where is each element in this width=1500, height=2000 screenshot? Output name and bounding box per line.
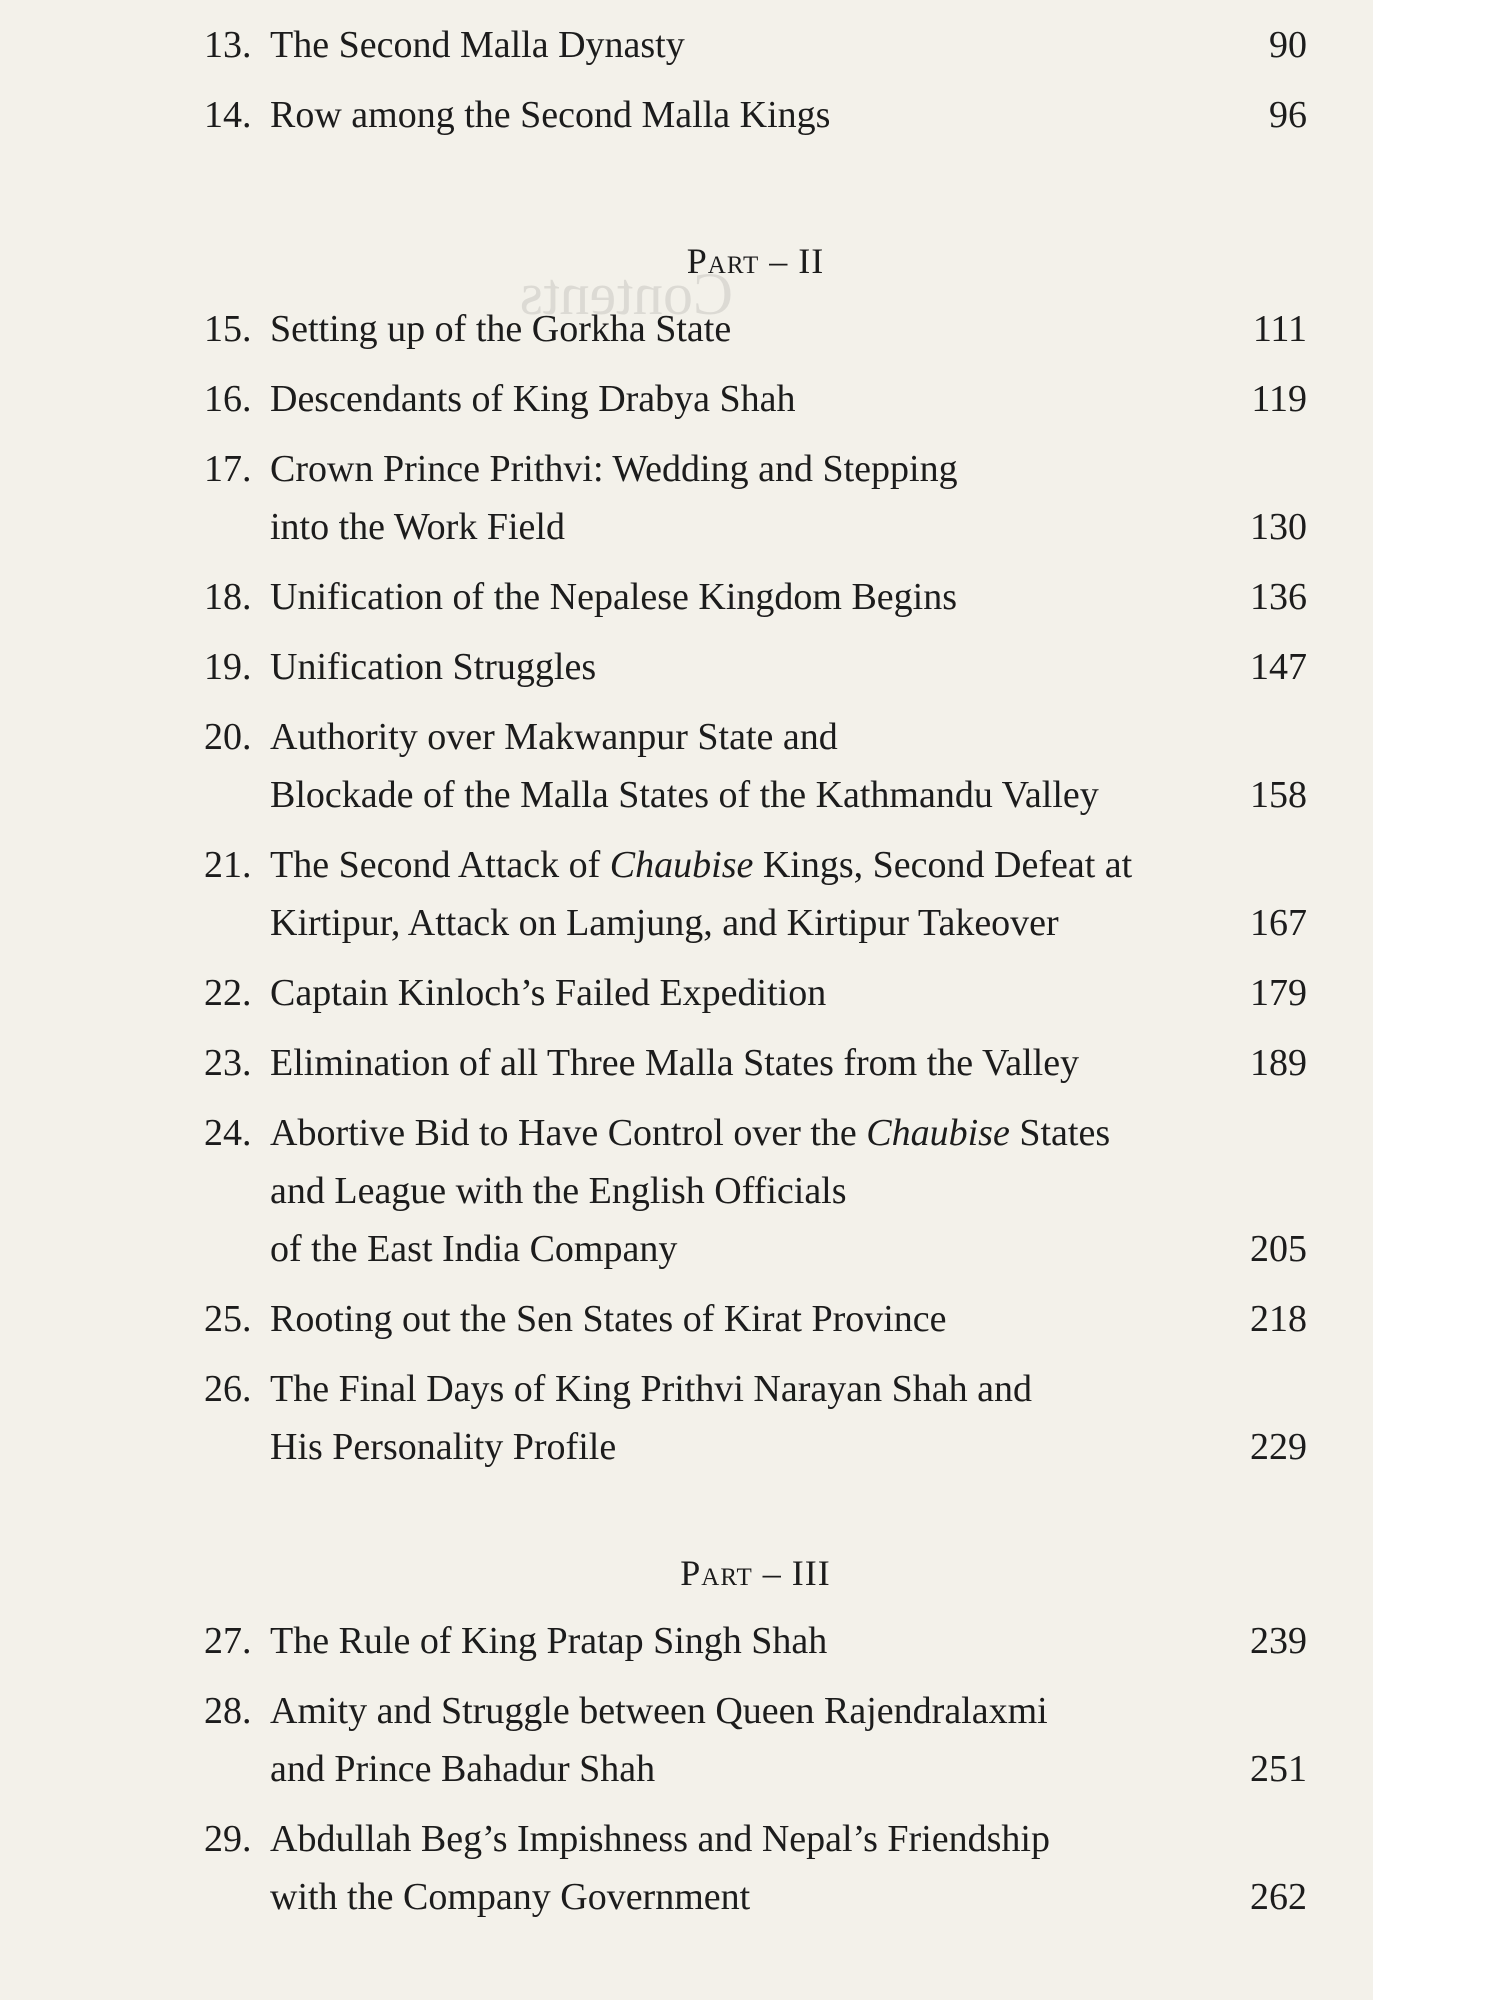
italic-term: Chaubise [866, 1112, 1010, 1154]
entry-title-line-2: Kirtipur, Attack on Lamjung, and Kirtipur Takeover [270, 902, 1059, 944]
entry-page: 205 [1250, 1228, 1307, 1270]
entry-title-line-2: into the Work Field [270, 506, 565, 548]
entry-number: 21. [204, 844, 252, 886]
toc-entry-18[interactable] [204, 568, 1307, 626]
entry-page: 179 [1250, 972, 1307, 1014]
entry-title: Unification of the Nepalese Kingdom Begins [270, 576, 958, 618]
entry-title-line-2: with the Company Government [270, 1876, 751, 1918]
toc-entry-15[interactable] [204, 300, 1307, 358]
toc-entry-23[interactable] [204, 1034, 1307, 1092]
entry-title: Elimination of all Three Malla States from the Valley [270, 1042, 1080, 1084]
entry-number: 22. [204, 972, 252, 1014]
entry-number: 19. [204, 646, 252, 688]
toc-entry-27[interactable] [204, 1612, 1307, 1670]
toc-entry-22[interactable] [204, 964, 1307, 1022]
entry-number: 23. [204, 1042, 252, 1084]
entry-number: 25. [204, 1298, 252, 1340]
entry-page: 167 [1250, 902, 1307, 944]
entry-page: 158 [1250, 774, 1307, 816]
entry-number: 16. [204, 378, 252, 420]
toc-entry-21[interactable] [204, 836, 1307, 952]
entry-number: 18. [204, 576, 252, 618]
entry-number: 29. [204, 1818, 252, 1860]
entry-title-line-3: of the East India Company [270, 1228, 678, 1270]
entry-page: 147 [1250, 646, 1307, 688]
entry-title-line-1: The Final Days of King Prithvi Narayan Shah and [270, 1368, 1032, 1410]
entry-title-line-1: Abdullah Beg’s Impishness and Nepal’s Friendship [270, 1818, 1050, 1860]
entry-number: 24. [204, 1112, 252, 1154]
entry-number: 28. [204, 1690, 252, 1732]
part-heading-2: Part – II [686, 241, 825, 281]
entry-number: 14. [204, 94, 252, 136]
entry-title-line-1: Amity and Struggle between Queen Rajendralaxmi [270, 1690, 1048, 1732]
entry-page: 119 [1251, 378, 1307, 420]
entry-title-line-1: The Second Attack of Chaubise Kings, Second Defeat at [270, 844, 1133, 886]
entry-number: 15. [204, 308, 252, 350]
entry-page: 189 [1250, 1042, 1307, 1084]
entry-page: 229 [1250, 1426, 1307, 1468]
entry-title-line-1: Crown Prince Prithvi: Wedding and Stepping [270, 448, 958, 490]
toc-entry-26[interactable] [204, 1360, 1307, 1476]
entry-title-line-1: Authority over Makwanpur State and [270, 716, 838, 758]
toc-entry-16[interactable] [204, 370, 1307, 428]
entry-title-line-2: Blockade of the Malla States of the Kathmandu Valley [270, 774, 1099, 816]
bleed-through-shadow: Contents [519, 261, 733, 327]
entry-title: Unification Struggles [270, 646, 597, 688]
entry-number: 26. [204, 1368, 252, 1410]
toc-entry-29[interactable] [204, 1810, 1307, 1926]
toc-entry-19[interactable] [204, 638, 1307, 696]
entry-title: The Rule of King Pratap Singh Shah [270, 1620, 828, 1662]
toc-entry-24[interactable] [204, 1104, 1307, 1278]
entry-number: 27. [204, 1620, 252, 1662]
part-heading-3: Part – III [680, 1553, 831, 1593]
entry-title: Rooting out the Sen States of Kirat Province [270, 1298, 947, 1340]
entry-number: 20. [204, 716, 252, 758]
entry-title-line-2: His Personality Profile [270, 1426, 617, 1468]
toc-part-1-continued [204, 16, 1307, 144]
entry-title: Setting up of the Gorkha State [270, 308, 732, 350]
entry-title-line-2: and Prince Bahadur Shah [270, 1748, 656, 1790]
entry-page: 136 [1250, 576, 1307, 618]
entry-title-line-2: and League with the English Officials [270, 1170, 847, 1212]
entry-number: 13. [204, 24, 252, 66]
entry-title-line-1: Abortive Bid to Have Control over the Chaubise States [270, 1112, 1111, 1154]
toc-entry-20[interactable] [204, 708, 1307, 824]
entry-title: Row among the Second Malla Kings [270, 94, 831, 136]
toc-entry-28[interactable] [204, 1682, 1307, 1798]
entry-page: 262 [1250, 1876, 1307, 1918]
toc-entry-13[interactable] [204, 16, 1307, 74]
entry-page: 239 [1250, 1620, 1307, 1662]
table-of-contents [204, 16, 1307, 1938]
entry-number: 17. [204, 448, 252, 490]
entry-title: Captain Kinloch’s Failed Expedition [270, 972, 827, 1014]
entry-page: 111 [1252, 308, 1307, 350]
entry-page: 251 [1250, 1748, 1307, 1790]
toc-entry-17[interactable] [204, 440, 1307, 556]
italic-term: Chaubise [609, 844, 754, 886]
entry-page: 218 [1250, 1298, 1307, 1340]
toc-entry-14[interactable] [204, 86, 1307, 144]
entry-title: Descendants of King Drabya Shah [270, 378, 796, 420]
toc-entry-25[interactable] [204, 1290, 1307, 1348]
entry-page: 96 [1269, 94, 1307, 136]
entry-title: The Second Malla Dynasty [270, 24, 685, 66]
entry-page: 90 [1269, 24, 1307, 66]
entry-page: 130 [1250, 506, 1307, 548]
